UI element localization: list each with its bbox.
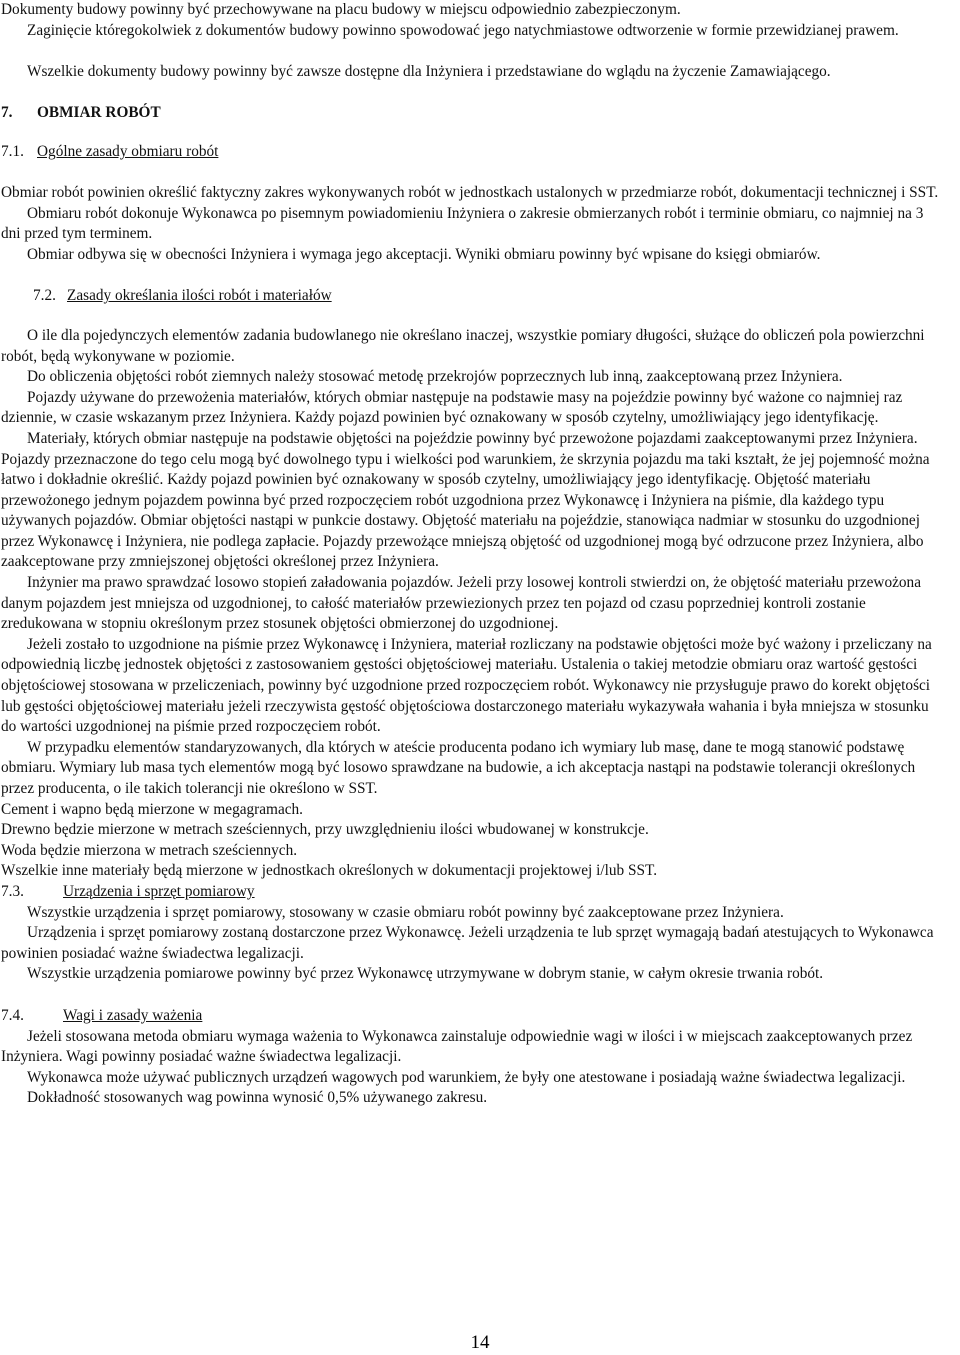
subsection-title: Ogólne zasady obmiaru robót bbox=[37, 143, 219, 161]
paragraph-equipment-supply: Urządzenia i sprzęt pomiarowy zostaną dostarczone przez Wykonawcę. Jeżeli urządzenia te lub sprzęt wymagają badań atestujących to Wykonawca powinien posiadać ważne świadectwa legalizacji. bbox=[1, 924, 934, 962]
paragraph-water: Woda będzie mierzona w metrach sześciennych. bbox=[1, 841, 298, 859]
paragraph-equipment-approval: Wszystkie urządzenia i sprzęt pomiarowy, stosowany w czasie obmiaru robót powinny być zaakceptowane przez Inżyniera. bbox=[27, 903, 784, 921]
subsection-title: Zasady określania ilości robót i materiałów bbox=[67, 287, 332, 305]
subsection-number: 7.2. bbox=[33, 287, 56, 305]
section-heading-7 bbox=[1, 103, 946, 124]
paragraph-scales-accuracy: Dokładność stosowanych wag powinna wynosić 0,5% używanego zakresu. bbox=[27, 1089, 488, 1107]
paragraph-other-materials: Wszelkie inne materiały będą mierzone w jednostkach określonych w dokumentacji projektowej i/lub SST. bbox=[1, 862, 658, 880]
paragraph-vehicles-weight: Pojazdy używane do przewożenia materiałów, których obmiar następuje na podstawie masy na pojeździe powinny być ważone co najmniej raz dziennie, w czasie wskazanym przez Inżyniera. Każdy pojazd powinien być oznakowany w sposób czytelny, umożliwiający jego identyfikację. bbox=[1, 388, 903, 427]
section-title: OBMIAR ROBÓT bbox=[37, 103, 161, 121]
subsection-number: 7.1. bbox=[1, 143, 24, 161]
paragraph-measure-presence: Obmiar odbywa się w obecności Inżyniera i wymaga jego akceptacji. Wyniki obmiaru powinny być wpisane do księgi obmiarów. bbox=[27, 245, 821, 263]
paragraph-loss: Zaginięcie któregokolwiek z dokumentów budowy powinno spowodować jego natychmiastowe odtworzenie w formie przewidzianej prawem. bbox=[27, 21, 899, 39]
subsection-heading-7-2 bbox=[1, 286, 946, 307]
paragraph-storage: Dokumenty budowy powinny być przechowywane na placu budowy w miejscu odpowiednio zabezpieczonym. bbox=[1, 1, 681, 18]
subsection-title: Urządzenia i sprzęt pomiarowy bbox=[63, 882, 255, 900]
paragraph-scales-install: Jeżeli stosowana metoda obmiaru wymaga ważenia to Wykonawca zainstaluje odpowiednie wagi w ilości i w miejscach zaakceptowanych przez Inżyniera. Wagi powinny posiadać ważne świadectwa legalizacji. bbox=[1, 1027, 913, 1066]
paragraph-measure-scope: Obmiar robót powinien określić faktyczny zakres wykonywanych robót w jednostkach ustalonych w przedmiarze robót, dokumentacji technicznej i SST. bbox=[1, 183, 939, 201]
subsection-heading-7-4 bbox=[1, 1006, 946, 1027]
subsection-heading-7-3 bbox=[1, 882, 946, 903]
subsection-heading-7-1 bbox=[1, 142, 946, 163]
paragraph-earthworks: Do obliczenia objętości robót ziemnych należy stosować metodę przekrojów poprzecznych lub inną, zaakceptowaną przez Inżyniera. bbox=[27, 368, 843, 386]
paragraph-access: Wszelkie dokumenty budowy powinny być zawsze dostępne dla Inżyniera i przedstawiane do wglądu na życzenie Zamawiającego. bbox=[27, 63, 831, 81]
section-number: 7. bbox=[1, 103, 13, 121]
paragraph-density: Jeżeli zostało to uzgodnione na piśmie przez Wykonawcę i Inżyniera, materiał rozliczany na podstawie objętości może być ważony i przeliczany na odpowiednią liczbę jednostek objętości z zastosowaniem gęstości objętościowej materiału. Ustalenia o takiej metodzie obmiaru oraz wartość gęstości objętościowej stosowana w przeliczeniach, powinny być uzgodnione przed rozpoczęciem robót. Wykonawcy nie przysługuje prawo do korekt objętości lub gęstości objętościowej materiału jeżeli rzeczywista gęstość objętościowa dostarczonego materiału wykazywała wahania i była mniejsza w stosunku do wartości uzgodnionej na piśmie przed rozpoczęciem robót. bbox=[1, 635, 932, 736]
subsection-number: 7.4. bbox=[1, 1006, 24, 1024]
subsection-title: Wagi i zasady ważenia bbox=[63, 1006, 203, 1024]
paragraph-load-check: Inżynier ma prawo sprawdzać losowo stopień załadowania pojazdów. Jeżeli przy losowej kontroli stwierdzi on, że objętość materiału przewożona danym pojazdem jest mniejsza od uzgodnionej, to całość materiałów przewiezionych przez ten pojazd od czasu poprzedniej kontroli zostanie zredukowana w stopniu określonym przez stosunek objętości obmierzonej do uzgodnionej. bbox=[1, 574, 921, 633]
paragraph-wood: Drewno będzie mierzone w metrach sześciennych, przy uwzględnieniu ilości wbudowanej w konstrukcje. bbox=[1, 821, 649, 839]
paragraph-measure-notice: Obmiaru robót dokonuje Wykonawca po pisemnym powiadomieniu Inżyniera o zakresie obmierzanych robót i terminie obmiaru, co najmniej na 3 dni przed tym terminem. bbox=[1, 204, 924, 243]
paragraph-cement: Cement i wapno będą mierzone w megagramach. bbox=[1, 800, 303, 818]
page-number: 14 bbox=[470, 1332, 490, 1353]
paragraph-public-scales: Wykonawca może używać publicznych urządzeń wagowych pod warunkiem, że były one atestowane i posiadają ważne świadectwa legalizacji. bbox=[27, 1068, 906, 1086]
paragraph-horizontal: O ile dla pojedynczych elementów zadania budowlanego nie określano inaczej, wszystkie pomiary długości, służące do obliczeń pola powierzchni robót, będą wykonywane w poziomie. bbox=[1, 326, 925, 365]
paragraph-equipment-maintenance: Wszystkie urządzenia pomiarowe powinny być przez Wykonawcę utrzymywane w dobrym stanie, w całym okresie trwania robót. bbox=[27, 965, 824, 983]
paragraph-vehicles-volume: Materiały, których obmiar następuje na podstawie objętości na pojeździe powinny być przewożone pojazdami zaakceptowanymi przez Inżyniera. Pojazdy przeznaczone do tego celu mogą być dowolnego typu i wielkości pod warunkiem, że skrzynia pojazdu ma taki kształt, że jej pojemność można łatwo i dokładnie określić. Każdy pojazd powinien być oznakowany w sposób czytelny, umożliwiający jego identyfikację. Objętość materiału przewożonego jednym pojazdem powinna być przed rozpoczęciem robót uzgodniona przez Wykonawcę i Inżyniera na piśmie, dla każdego typu używanych pojazdów. Obmiar objętości nastąpi w punkcie dostawy. Objętość materiału na pojeździe, stanowiąca nadmiar w stosunku do uzgodnionej przez Wykonawcę i Inżyniera, nie podlega zapłacie. Pojazdy przewożące mniejszą objętość od uzgodnionej mogą być odrzucone przez Inżyniera, albo zaakceptowane przy zmniejszonej objętości określonej przez Inżyniera. bbox=[1, 429, 930, 571]
paragraph-standard-elements: W przypadku elementów standaryzowanych, dla których w ateście producenta podano ich wymiary lub masę, dane te mogą stanowić podstawę obmiaru. Wymiary lub masa tych elementów mogą być losowo sprawdzane na budowie, a ich akceptacja nastąpi na podstawie tolerancji określonych przez producenta, o ile takich tolerancji nie określono w SST. bbox=[1, 738, 916, 797]
subsection-number: 7.3. bbox=[1, 882, 24, 900]
